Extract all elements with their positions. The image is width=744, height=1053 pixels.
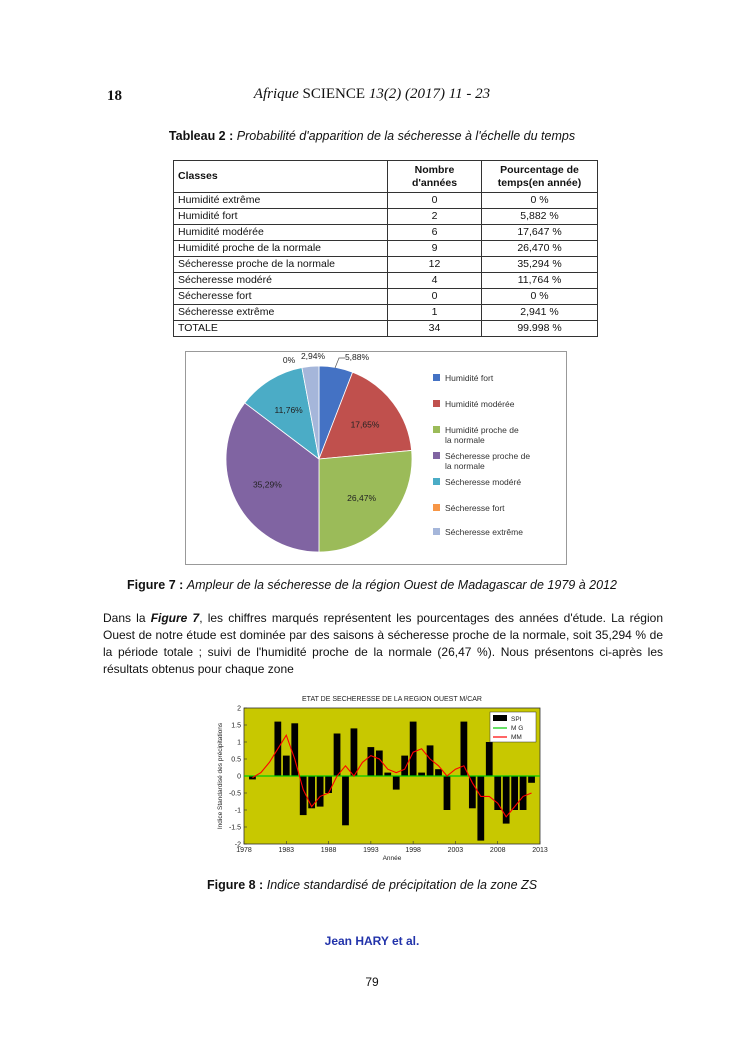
paragraph-post: , les chiffres marqués représentent les pourcentages des années d'étude. La région Ouest de notre étude est dominée par des saisons à sécheresse proche de la normale, soit 35,294 % de la période totale ; suivi de l'humidité proche de la normale (26,47 %). Nous présentons ci-après les résultats obtenus pour chaque zone	[103, 611, 663, 676]
table-cell-percent: 5,882 %	[482, 209, 598, 225]
table-cell-percent: 2,941 %	[482, 305, 598, 321]
spi-xtick-label: 2008	[489, 847, 506, 854]
spi-bar	[494, 776, 501, 810]
table2-header-percent: Pourcentage de temps(en année)	[482, 161, 598, 193]
spi-xtick-label: 1988	[320, 847, 337, 854]
spi-chart-title: ETAT DE SECHERESSE DE LA REGION OUEST M/CAR	[302, 696, 482, 703]
table-cell-percent: 11,764 %	[482, 273, 598, 289]
pie-data-label: 11,76%	[274, 404, 303, 415]
spi-ytick-label: 1	[237, 739, 241, 747]
spi-ytick-label: 0.5	[231, 756, 241, 764]
pie-leader-line	[335, 358, 345, 368]
table-row	[174, 225, 598, 241]
table-row	[174, 289, 598, 305]
table-cell-count: 0	[388, 193, 482, 209]
spi-bar	[393, 776, 400, 790]
figure8-caption	[0, 878, 744, 892]
spi-bar	[317, 776, 324, 807]
table-cell-class: Humidité extrême	[174, 193, 388, 209]
table-cell-percent: 0 %	[482, 193, 598, 209]
pie-data-label: 35,29%	[252, 479, 282, 490]
legend-swatch	[433, 400, 440, 407]
spi-bar	[367, 747, 374, 776]
pie-data-label: 0%	[282, 355, 296, 365]
table-cell-percent: 35,294 %	[482, 257, 598, 273]
legend-swatch	[433, 426, 440, 433]
table-row	[174, 241, 598, 257]
spi-bar	[528, 776, 535, 783]
table-row	[174, 193, 598, 209]
table-cell-count: 12	[388, 257, 482, 273]
pie-data-label: 17,65%	[350, 419, 380, 430]
spi-xtick-label: 1978	[236, 847, 252, 854]
spi-ytick-label: 0	[237, 773, 241, 781]
spi-xlabel: Année	[382, 855, 402, 862]
spi-bar	[334, 734, 341, 777]
page-number-header: 18	[107, 88, 122, 104]
spi-xtick-label: 2013	[532, 847, 548, 854]
spi-bar	[351, 728, 358, 776]
table-cell-count: 2	[388, 209, 482, 225]
table-cell-count: 0	[388, 289, 482, 305]
spi-ytick-label: -1.5	[228, 824, 241, 832]
table-cell-percent: 99.998 %	[482, 321, 598, 337]
table2	[173, 160, 598, 337]
spi-bar	[477, 776, 484, 841]
table-cell-count: 1	[388, 305, 482, 321]
spi-bar	[511, 776, 518, 810]
page-number-footer: 79	[365, 975, 379, 989]
table2-caption	[0, 129, 744, 143]
spi-legend-label: MM	[511, 734, 522, 741]
table-cell-count: 9	[388, 241, 482, 257]
spi-bar	[469, 776, 476, 808]
pie-data-label: 26,47%	[347, 492, 377, 503]
paragraph-pre: Dans la	[103, 611, 146, 625]
spi-legend-label: M G	[511, 725, 524, 732]
pie-chart	[186, 352, 566, 564]
table-cell-class: Humidité modérée	[174, 225, 388, 241]
figure8-chart	[212, 690, 552, 862]
table-cell-count: 34	[388, 321, 482, 337]
spi-xtick-label: 1993	[363, 847, 379, 854]
legend-label: Sécheresse fort	[445, 503, 505, 513]
legend-swatch	[433, 452, 440, 459]
running-header	[0, 86, 744, 103]
journal-name-rest: SCIENCE	[302, 86, 366, 102]
figure8-caption-label: Figure 8 :	[206, 878, 264, 892]
spi-bar	[435, 769, 442, 776]
table-row	[174, 209, 598, 225]
pie-data-label: 2,94%	[300, 352, 326, 361]
spi-bar	[520, 776, 527, 810]
table-cell-class: Humidité proche de la normale	[174, 241, 388, 257]
body-paragraph	[103, 610, 663, 678]
spi-bar	[461, 722, 468, 776]
paragraph-figure-ref: Figure 7	[150, 611, 200, 625]
legend-label: Sécheresse extrême	[445, 527, 523, 537]
table-cell-count: 4	[388, 273, 482, 289]
spi-ytick-label: -1	[234, 807, 241, 815]
spi-ytick-label: -0.5	[228, 790, 241, 798]
legend-label: Humidité modérée	[445, 399, 515, 409]
table-cell-class: TOTALE	[174, 321, 388, 337]
spi-bar	[486, 742, 493, 776]
journal-name: Afrique	[253, 86, 299, 102]
table2-caption-label: Tableau 2 :	[168, 129, 234, 143]
legend-label: Sécheresse proche de la normale	[445, 451, 531, 471]
spi-ytick-label: -2	[234, 841, 241, 849]
table2-header-count: Nombre d'années	[388, 161, 482, 193]
spi-ytick-label: 2	[237, 705, 241, 713]
spi-ylabel: Indice Standardisé des précipitations	[217, 722, 224, 830]
figure7-chart	[185, 351, 567, 565]
spi-bar	[283, 756, 290, 776]
table2-caption-text: Probabilité d'apparition de la sécheresse à l'échelle du temps	[236, 129, 576, 143]
spi-xtick-label: 2003	[447, 847, 464, 854]
author-footer: Jean HARY et al.	[324, 934, 420, 948]
table-cell-class: Sécheresse modéré	[174, 273, 388, 289]
spi-bar	[444, 776, 451, 810]
legend-swatch	[433, 504, 440, 511]
legend-swatch	[433, 478, 440, 485]
spi-xtick-label: 1998	[405, 847, 421, 854]
table-cell-class: Sécheresse proche de la normale	[174, 257, 388, 273]
table-cell-percent: 0 %	[482, 289, 598, 305]
figure7-caption-text: Ampleur de la sécheresse de la région Ouest de Madagascar de 1979 à 2012	[186, 578, 617, 592]
figure8-caption-text: Indice standardisé de précipitation de la zone ZS	[266, 878, 538, 892]
figure7-caption-label: Figure 7 :	[127, 578, 184, 592]
table-cell-class: Humidité fort	[174, 209, 388, 225]
pie-data-label: 5,88%	[344, 352, 370, 362]
spi-legend-swatch	[493, 715, 507, 721]
spi-bar	[376, 751, 383, 777]
table-row	[174, 305, 598, 321]
legend-label: Sécheresse modéré	[445, 477, 522, 487]
table-cell-count: 6	[388, 225, 482, 241]
legend-swatch	[433, 528, 440, 535]
table2-header-classes: Classes	[174, 161, 388, 193]
journal-citation: 13(2) (2017) 11 - 23	[368, 86, 491, 102]
table-cell-class: Sécheresse fort	[174, 289, 388, 305]
table-cell-percent: 26,470 %	[482, 241, 598, 257]
spi-bar	[342, 776, 349, 825]
legend-label: Humidité fort	[445, 373, 494, 383]
table-row	[174, 273, 598, 289]
spi-bar	[401, 756, 408, 776]
table-cell-percent: 17,647 %	[482, 225, 598, 241]
spi-bar	[325, 776, 332, 793]
table-row	[174, 257, 598, 273]
spi-bar	[410, 722, 417, 776]
legend-label: Humidité proche de la normale	[445, 425, 519, 445]
legend-swatch	[433, 374, 440, 381]
figure7-caption	[0, 578, 744, 592]
table-cell-class: Sécheresse extrême	[174, 305, 388, 321]
spi-xtick-label: 1983	[278, 847, 295, 854]
table-row	[174, 321, 598, 337]
spi-ytick-label: 1.5	[231, 722, 241, 730]
spi-legend-label: SPI	[511, 716, 522, 723]
